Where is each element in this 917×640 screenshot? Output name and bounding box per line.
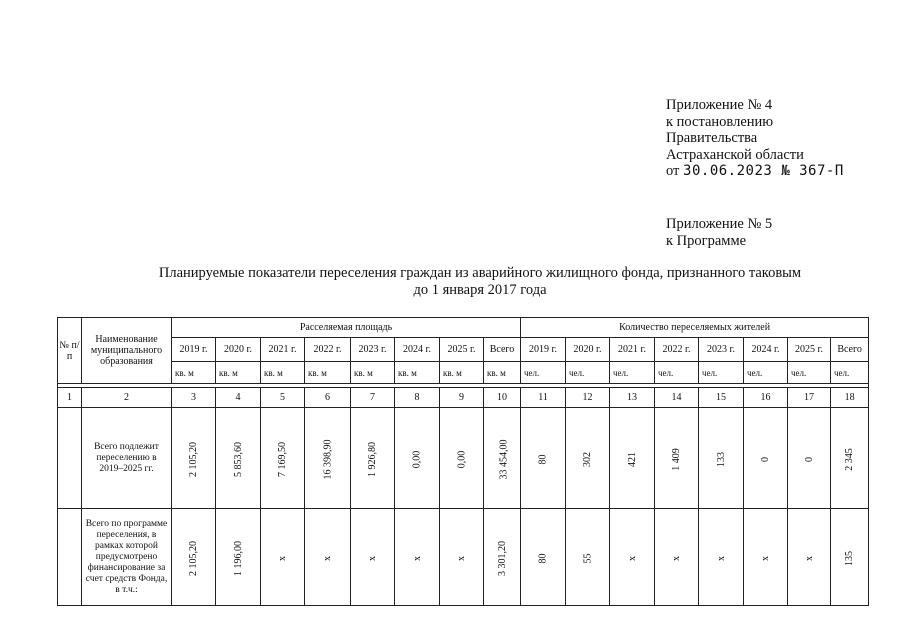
column-number-row [58,388,869,408]
column-number: 10 [484,388,521,408]
area-value: х [456,556,467,561]
column-number: 12 [566,388,610,408]
column-number: 8 [395,388,440,408]
area-value-cell [172,408,216,509]
area-value-cell [351,509,395,606]
date-prefix: от [666,163,680,179]
area-year-header: 2023 г. [351,338,395,362]
area-value-cell [305,408,351,509]
area-value-cell [484,408,521,509]
table-row [58,509,869,606]
appendix-4-date-line [666,163,844,180]
column-number: 4 [216,388,261,408]
people-value-cell [744,509,788,606]
column-number: 6 [305,388,351,408]
column-number: 18 [831,388,869,408]
people-value-cell [521,408,566,509]
area-value: 7 169,50 [277,442,288,477]
people-value: 80 [537,553,549,564]
header-units-row [58,362,869,384]
area-value: 5 853,60 [232,442,244,477]
people-year-header: Всего [831,338,869,362]
area-value: 0,00 [456,450,467,469]
area-value-cell [216,509,261,606]
area-value-cell [305,509,351,606]
people-value-cell [521,509,566,606]
people-year-header: 2021 г. [610,338,655,362]
area-value: х [322,556,333,561]
people-value: 302 [582,452,594,467]
area-year-header: 2025 г. [440,338,484,362]
appendix-5-line2: к Программе [666,232,747,249]
people-unit-cell: чел. [566,362,610,384]
area-value-cell [351,408,395,509]
people-unit-cell: чел. [831,362,869,384]
people-value: х [626,556,638,561]
header-area-group: Расселяемая площадь [172,318,521,338]
area-value: 0,00 [411,450,423,469]
people-value: 0 [760,457,772,462]
people-year-header: 2019 г. [521,338,566,362]
date-stamp: 30.06.2023 № 367-П [683,163,844,179]
people-year-header: 2023 г. [699,338,744,362]
appendix-5-block [666,216,772,249]
column-number: 16 [744,388,788,408]
people-value-cell [610,509,655,606]
area-unit-cell: кв. м [261,362,305,384]
people-value: х [715,556,727,561]
row-number-cell [58,408,82,509]
area-year-header: 2021 г. [261,338,305,362]
header-group-row [58,318,869,338]
header-people-group: Количество переселяемых жителей [521,318,869,338]
area-unit-cell: кв. м [440,362,484,384]
row-number-cell [58,509,82,606]
area-year-header: 2024 г. [395,338,440,362]
people-value: 80 [537,454,549,465]
area-unit-cell: кв. м [351,362,395,384]
area-unit-cell: кв. м [216,362,261,384]
area-value: х [277,556,288,561]
column-number: 2 [82,388,172,408]
people-value: х [760,556,772,561]
area-value: 1 196,00 [232,541,244,576]
appendix-4-line4: Астраханской области [666,146,804,163]
people-value-cell [744,408,788,509]
people-value-cell [788,408,831,509]
area-unit-cell: кв. м [395,362,440,384]
people-value-cell [831,509,869,606]
area-unit-cell: кв. м [484,362,521,384]
area-value: 1 926,80 [367,442,378,477]
appendix-5-line1: Приложение № 5 [666,216,773,232]
people-year-header: 2022 г. [655,338,699,362]
people-value-cell [699,509,744,606]
area-value: 33 454,00 [498,439,510,480]
area-value-cell [440,408,484,509]
people-value-cell [788,509,831,606]
row-name-cell: Всего по программе переселения, в рамках которой предусмотрено финансирование за счет средств Фонда, в т.ч.: [82,509,172,606]
column-number: 9 [440,388,484,408]
people-value-cell [655,509,699,606]
people-unit-cell: чел. [521,362,566,384]
column-number: 13 [610,388,655,408]
column-number: 5 [261,388,305,408]
resettlement-table [57,317,869,606]
area-unit-cell: кв. м [172,362,216,384]
people-unit-cell: чел. [655,362,699,384]
area-value: 2 105,20 [188,541,199,576]
area-unit-cell: кв. м [305,362,351,384]
people-unit-cell: чел. [610,362,655,384]
people-value: 1 409 [671,448,683,471]
area-value-cell [261,509,305,606]
people-value: 55 [582,553,594,564]
people-year-header: 2025 г. [788,338,831,362]
people-value-cell [655,408,699,509]
area-value-cell [395,408,440,509]
area-year-header: 2022 г. [305,338,351,362]
people-value: х [671,556,683,561]
appendix-4-line3: Правительства [666,130,758,146]
appendix-4-block [666,97,844,180]
column-number: 14 [655,388,699,408]
area-value: 16 398,90 [322,439,333,480]
area-value-cell [261,408,305,509]
area-year-header: 2019 г. [172,338,216,362]
column-number: 17 [788,388,831,408]
header-years-row [58,338,869,362]
people-unit-cell: чел. [744,362,788,384]
header-name: Наименование муниципального образования [82,318,172,384]
area-value-cell [216,408,261,509]
people-value-cell [699,408,744,509]
area-value-cell [172,509,216,606]
area-value-cell [484,509,521,606]
area-year-header: Всего [484,338,521,362]
table-row [58,408,869,509]
people-value: 133 [715,452,727,467]
area-value-cell [440,509,484,606]
title-line1: Планируемые показатели переселения граждан из аварийного жилищного фонда, признанного таковым [158,265,802,281]
people-value: 421 [626,452,638,467]
column-number: 15 [699,388,744,408]
people-value: х [803,556,815,561]
people-value-cell [566,408,610,509]
area-value: 2 105,20 [188,442,199,477]
people-year-header: 2020 г. [566,338,610,362]
column-number: 3 [172,388,216,408]
column-number: 7 [351,388,395,408]
appendix-4-line2: к постановлению [666,113,774,130]
people-year-header: 2024 г. [744,338,788,362]
document-title [130,265,830,299]
header-num: № п/п [58,318,82,384]
area-value: 3 301,20 [496,541,508,576]
people-value-cell [566,509,610,606]
column-number: 11 [521,388,566,408]
people-unit-cell: чел. [699,362,744,384]
people-value: 0 [803,457,815,462]
people-value: 2 345 [844,448,856,471]
people-unit-cell: чел. [788,362,831,384]
area-value-cell [395,509,440,606]
title-line2: до 1 января 2017 года [413,282,547,298]
people-value: 135 [844,551,856,566]
area-year-header: 2020 г. [216,338,261,362]
area-value: х [411,556,423,561]
row-name-cell: Всего подлежит переселению в 2019–2025 гг. [82,408,172,509]
column-number: 1 [58,388,82,408]
appendix-4-line1: Приложение № 4 [666,97,773,113]
area-value: х [367,556,378,561]
people-value-cell [610,408,655,509]
people-value-cell [831,408,869,509]
